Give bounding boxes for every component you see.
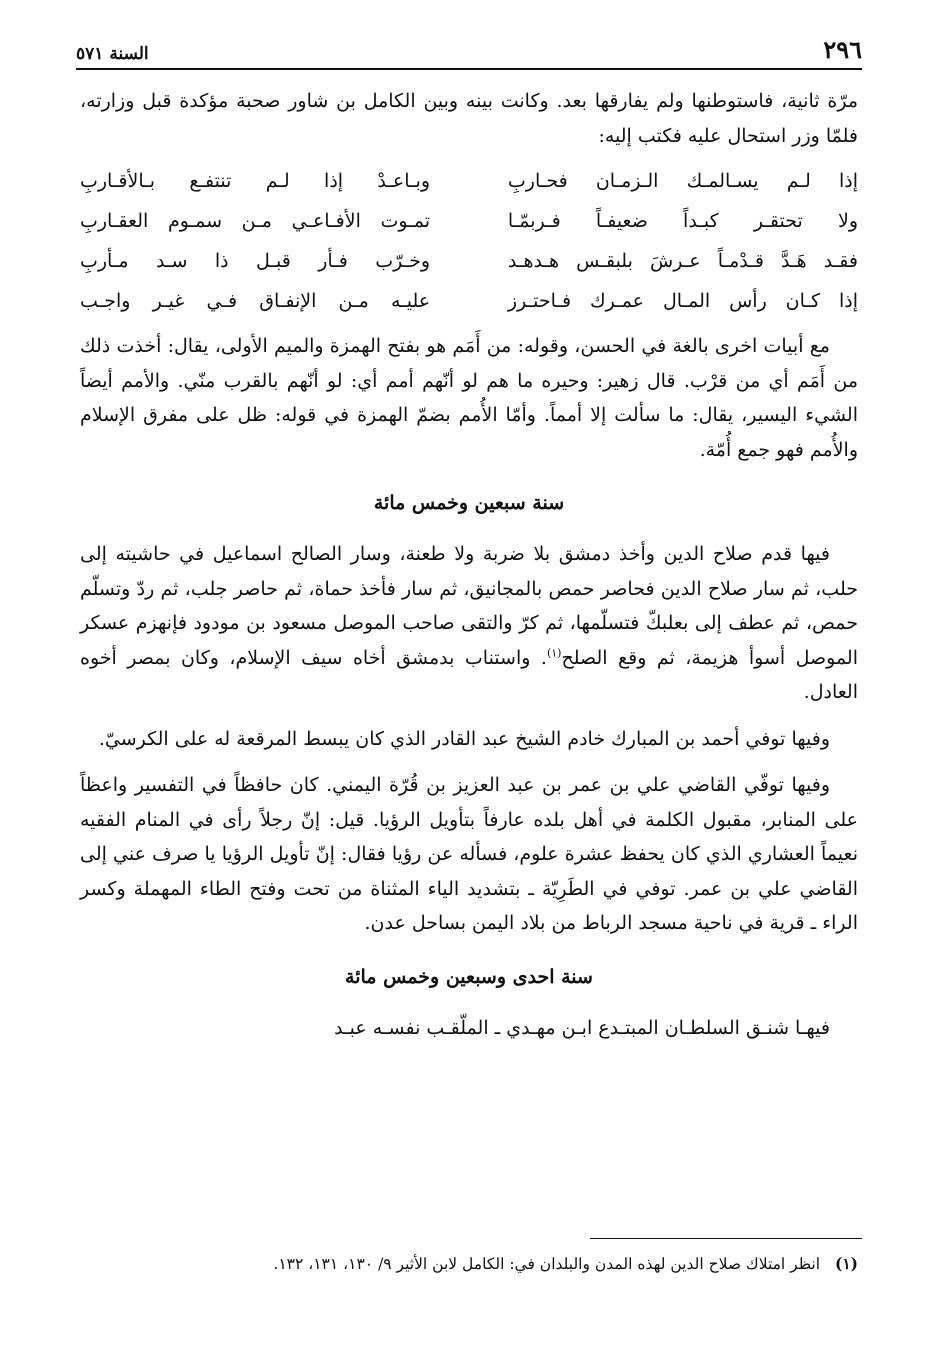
verse-first-half: إذا لـم يسـالمـك الـزمـان فحـاربِ bbox=[507, 170, 858, 192]
poem-verse bbox=[80, 201, 858, 241]
paragraph-text: فيها قدم صلاح الدين وأخذ دمشق بلا ضربة ولا طعنة، وسار الصالح اسماعيل في حاشيته إلى حلب، ثم سار صلاح الدين فحاصر حمص بالمجانيق، ثم سار فأخذ حماة، ثم حاصر جلب، ثم ردّ وتسلّم حمص، ثم عطف إلى بعلبكّ فتسلّمها، ثم كرّ والتقى صاحب الموصل مسعود بن مودود فإنهزم عسكر الموصل أسوأ هزيمة، ثم وقع الصلح bbox=[80, 543, 858, 669]
verse-second-half: وخـرّب فـأر قبـل ذا سـد مـأربِ bbox=[80, 250, 431, 272]
poem-verse bbox=[80, 161, 858, 201]
header-divider bbox=[76, 68, 862, 70]
verse-first-half: فقـد هَـدَّ قـدْمـاً عـرشَ بلبقـس هـدهـد bbox=[507, 250, 858, 272]
paragraph-ahmad-ibn-mubarak: وفيها توفي أحمد بن المبارك خادم الشيخ عبد القادر الذي كان يبسط المرقعة له على الكرسيّ. bbox=[98, 727, 830, 750]
running-head: السنة ٥٧١ bbox=[76, 44, 149, 64]
footnote-divider bbox=[590, 1238, 862, 1239]
poem bbox=[80, 161, 858, 321]
verse-first-half: إذا كـان رأس المـال عمـرك فـاحتـرز bbox=[507, 290, 858, 312]
verse-second-half: عليـه مـن الإنفـاق فـي غيـر واجـب bbox=[80, 290, 431, 312]
poem-verse bbox=[80, 241, 858, 281]
verse-first-half: ولا تحتقـر كبـداً ضعيفـاً فـربمّـا bbox=[507, 210, 858, 232]
page-header bbox=[76, 30, 862, 64]
paragraph-text: . واستناب بدمشق أخاه سيف الإسلام، وكان بمصر أخوه العادل. bbox=[80, 646, 858, 703]
paragraph-ibn-mahdi: فيهـا شنـق السلطـان المبتـدع ابـن مهـدي ـ الملّقـب نفسـه عبـد bbox=[334, 1016, 830, 1039]
intro-paragraph: مرّة ثانية، فاستوطنها ولم يفارقها بعد. وكانت بينه وبين الكامل بن شاور صحبة مؤكدة قبل وزارته، فلمّا وزر استحال عليه فكتب إليه: bbox=[80, 90, 858, 147]
commentary-paragraph: مع أبيات اخرى بالغة في الحسن، وقوله: من أَمَم هو بفتح الهمزة والميم الأولى، يقال: أخذت ذلك من أَمَم أي من قرْب. قال زهير: وحيره ما هم لو أنّهم أمم أي: لو أنّهم بالقرب منّي. والأمم أيضاً الشيء اليسير، يقال: ما سألت إلا أمماً. وأمّا الأُمم بضمّ الهمزة في قوله: ظل على مفرق الإسلام والأُمم فهو جمع أُمّة. bbox=[80, 335, 858, 461]
poem-verse bbox=[80, 281, 858, 321]
section-heading-571: سنة احدى وسبعين وخمس مائة bbox=[345, 965, 593, 988]
page-number: ٢٩٦ bbox=[823, 35, 862, 64]
footnote-reference[interactable]: (١) bbox=[546, 646, 562, 660]
verse-second-half: وبـاعـدْ إذا لـم تنتفـع بـالأقـاربِ bbox=[80, 170, 431, 192]
main-text bbox=[80, 84, 858, 1045]
footnote-marker: (١) bbox=[834, 1254, 858, 1273]
footnote-text: انظر امتلاك صلاح الدين لهذه المدن والبلدان في: الكامل لابن الأثير ٩/ ١٣٠، ١٣١، ١٣٢. bbox=[273, 1255, 821, 1273]
paragraph-qadi-ali: وفيها توفّي القاضي علي بن عمر بن عبد العزيز بن قُرّة اليمني. كان حافظاً في التفسير واعظاً على المنابر، مقبول الكلمة في أهل بلده عارفاً بتأويل الرؤيا. قيل: إنّ رجلاً رأى في المنام الفقيه نعيماً العشاري الذي كان يحفظ عشرة علوم، فسأله عن رؤيا فقال: إنّ تأويل الرؤيا يا صرف عني إلى القاضي علي بن عمر. توفي في الطَرِيّة ـ بتشديد الياء المثناة من تحت وفتح الطاء المهملة وكسر الراء ـ قرية في ناحية مسجد الرباط من بلاد اليمن بساحل عدن. bbox=[80, 774, 858, 934]
verse-second-half: تمـوت الأفـاعـي مـن سمـوم العقـاربِ bbox=[80, 210, 431, 232]
section-heading-570: سنة سبعين وخمس مائة bbox=[373, 492, 565, 514]
footnote bbox=[80, 1250, 858, 1278]
paragraph-saladin bbox=[80, 537, 858, 710]
